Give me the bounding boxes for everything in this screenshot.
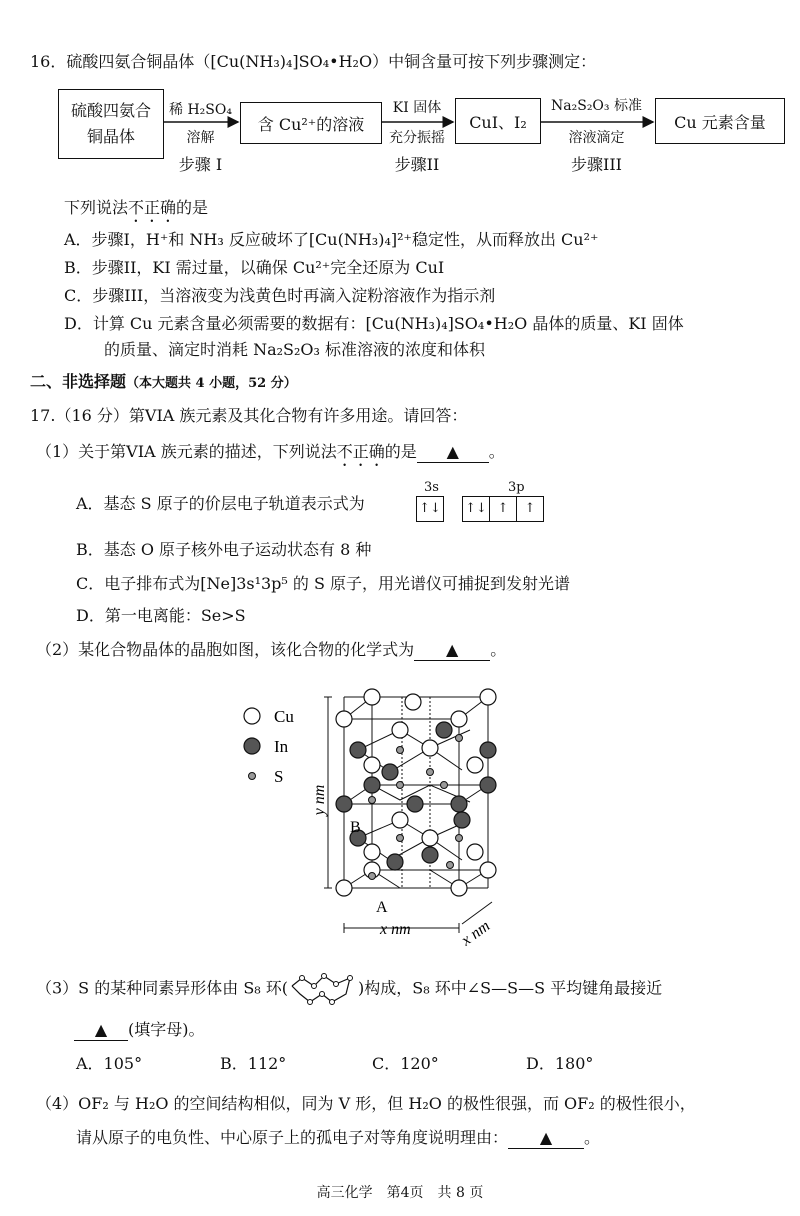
in-atom [422,847,438,863]
orbital-3p-box [462,496,544,522]
q17-p1-option-c: C．电子排布式为[Ne]3s¹3p⁵ 的 S 原子，用光谱仪可捕捉到发射光谱 [76,574,571,593]
s-atom [427,769,434,776]
legend-in-label: In [274,737,289,756]
q17-p3-option-d: D．180° [526,1054,594,1073]
cu-atom [451,880,467,896]
legend-in-symbol [244,738,260,754]
orbital-3s-box [416,496,444,522]
q17-p1-end: 。 [488,442,505,461]
arrow3-top: Na₂S₂O₃ 标准 [551,98,642,114]
s-atom [447,862,454,869]
q16-option-b: B．步骤II，KI 需过量，以确保 Cu²⁺完全还原为 CuI [64,258,445,277]
arrow2-top: KI 固体 [392,100,442,116]
cu-atom [480,862,496,878]
cu-atom [467,757,483,773]
s-atom [397,782,404,789]
q17-p3-option-b: B．112° [220,1054,287,1073]
s-atom [397,835,404,842]
q17-p3-answer-blank[interactable]: ▲ [74,1020,128,1041]
dimension-y-label: y nm [311,784,328,816]
s-atom [441,782,448,789]
q17-p2-text: （2）某化合物晶体的晶胞如图，该化合物的化学式为 [36,640,415,659]
legend-cu-symbol [244,708,260,724]
cu-atom [480,689,496,705]
cu-atom [422,740,438,756]
q16-question-pre: 下列说法 [64,198,129,217]
q17-p1-post: 的是 [384,442,417,461]
flow-box-result-label: Cu 元素含量 [674,112,766,132]
cu-atom [364,844,380,860]
q17-p4-end: 。 [584,1128,601,1147]
q17-p3-question [36,972,662,1006]
orbital-3p-cell: ↑ [490,497,517,521]
cu-atom [392,722,408,738]
q16-question-post: 的是 [176,198,209,217]
point-b-label: B [350,819,361,836]
in-atom [382,764,398,780]
q17-p1-question [36,442,505,470]
q17-stem: 17.（16 分）第VIA 族元素及其化合物有许多用途。请回答： [30,406,468,425]
in-atom [436,722,452,738]
cu-atom [336,711,352,727]
q17-p1-pre: （1）关于第VIA 族元素的描述，下列说法 [36,442,337,461]
dimension-x-label: x nm [380,921,411,938]
q17-p3-post: )构成，S₈ 环中∠S—S—S 平均键角最接近 [358,978,663,998]
orbital-3p-cell: ↑↓ [463,497,490,521]
point-a-label: A [376,899,388,916]
orbital-3p-label: 3p [508,480,525,495]
s-atom [456,735,463,742]
arrow1-top: 稀 H₂SO₄ [169,102,232,118]
q17-p4-line2 [76,1128,600,1149]
flow-box-solution-label: 含 Cu²⁺的溶液 [257,114,365,134]
s-atom [369,797,376,804]
s-atom [369,873,376,880]
q17-p1-emph: 不正确 [336,442,385,461]
s8-ring-icon [288,972,358,1006]
section2-note: （本大题共 4 小题，52 分） [126,376,297,391]
q17-p2-end: 。 [490,640,507,659]
section2-heading [30,372,297,394]
q17-p3-answer-line [74,1020,205,1041]
q17-p4-line1: （4）OF₂ 与 H₂O 的空间结构相似，同为 V 形，但 H₂O 的极性很强，而 OF₂ 的极性很小， [36,1094,696,1113]
in-atom [451,796,467,812]
q17-p3-option-a: A．105° [76,1054,143,1073]
section2-title: 二、非选择题 [30,372,127,391]
q17-p3-pre: （3）S 的某种同素异形体由 S₈ 环( [36,978,289,998]
q17-p4-answer-blank[interactable]: ▲ [508,1128,584,1149]
legend-s-label: S [274,767,284,786]
in-atom [480,777,496,793]
cu-atom [467,844,483,860]
cu-atom [364,689,380,705]
orbital-3s-cell: ↑↓ [419,501,441,516]
flow-box-start-label: 硫酸四氨合铜晶体 [71,101,152,146]
q17-p1-answer-blank[interactable]: ▲ [417,442,489,463]
q17-p3-tail: (填字母)。 [128,1020,205,1039]
orbital-3s-label: 3s [424,480,439,495]
cu-atom [392,812,408,828]
q16-question-emph: 不正确 [128,198,177,217]
crystal-unit-cell-diagram [230,680,530,955]
orbital-3p-cell: ↑ [524,501,536,516]
cu-atom [364,757,380,773]
q17-p2-answer-blank[interactable]: ▲ [414,640,490,661]
in-atom [480,742,496,758]
q17-p4-line2-text: 请从原子的电负性、中心原子上的孤电子对等角度说明理由： [76,1128,509,1147]
q17-p1-option-b: B．基态 O 原子核外电子运动状态有 8 种 [76,540,372,559]
q16-option-c: C．步骤III，当溶液变为浅黄色时再滴入淀粉溶液作为指示剂 [64,286,496,305]
q16-option-d-line2: 的质量、滴定时消耗 Na₂S₂O₃ 标准溶液的浓度和体积 [104,340,486,359]
cu-atom [405,694,421,710]
legend-cu-label: Cu [274,707,294,726]
arrow1-bottom: 溶解 [186,130,215,146]
q16-question [64,198,208,226]
s-atom [397,747,404,754]
arrow2-step: 步骤II [394,155,440,174]
in-atom [350,742,366,758]
page-footer: 高三化学 第4页 共 8 页 [316,1185,484,1201]
flow-box-cui-label: CuI、I₂ [469,112,527,132]
in-atom [364,777,380,793]
q17-p3-option-c: C．120° [372,1054,439,1073]
in-atom [454,812,470,828]
arrow1-step: 步骤 I [178,155,223,174]
arrow2-bottom: 充分振摇 [389,130,445,146]
arrow3-bottom: 溶液滴定 [568,130,625,146]
q16-option-a: A．步骤I，H⁺和 NH₃ 反应破坏了[Cu(NH₃)₄]²⁺稳定性，从而释放出 Cu²⁺ [64,230,599,249]
legend-s-symbol [249,773,256,780]
arrow3-step: 步骤III [571,155,622,174]
s-atom [456,835,463,842]
in-atom [407,796,423,812]
dimension-x2-label: x nm [458,917,494,950]
q17-p2-question [36,640,506,661]
in-atom [387,854,403,870]
cu-atom [451,711,467,727]
cu-atom [336,880,352,896]
q17-p1-option-a: A．基态 S 原子的价层电子轨道表示式为 [76,494,365,513]
q17-p1-option-d: D．第一电离能：Se>S [76,606,246,625]
cu-atom [422,830,438,846]
q16-option-d-line1: D．计算 Cu 元素含量必须需要的数据有：[Cu(NH₃)₄]SO₄•H₂O 晶体的质量、KI 固体 [64,314,684,333]
in-atom [336,796,352,812]
q16-stem: 16．硫酸四氨合铜晶体（[Cu(NH₃)₄]SO₄•H₂O）中铜含量可按下列步骤测定： [30,52,597,71]
